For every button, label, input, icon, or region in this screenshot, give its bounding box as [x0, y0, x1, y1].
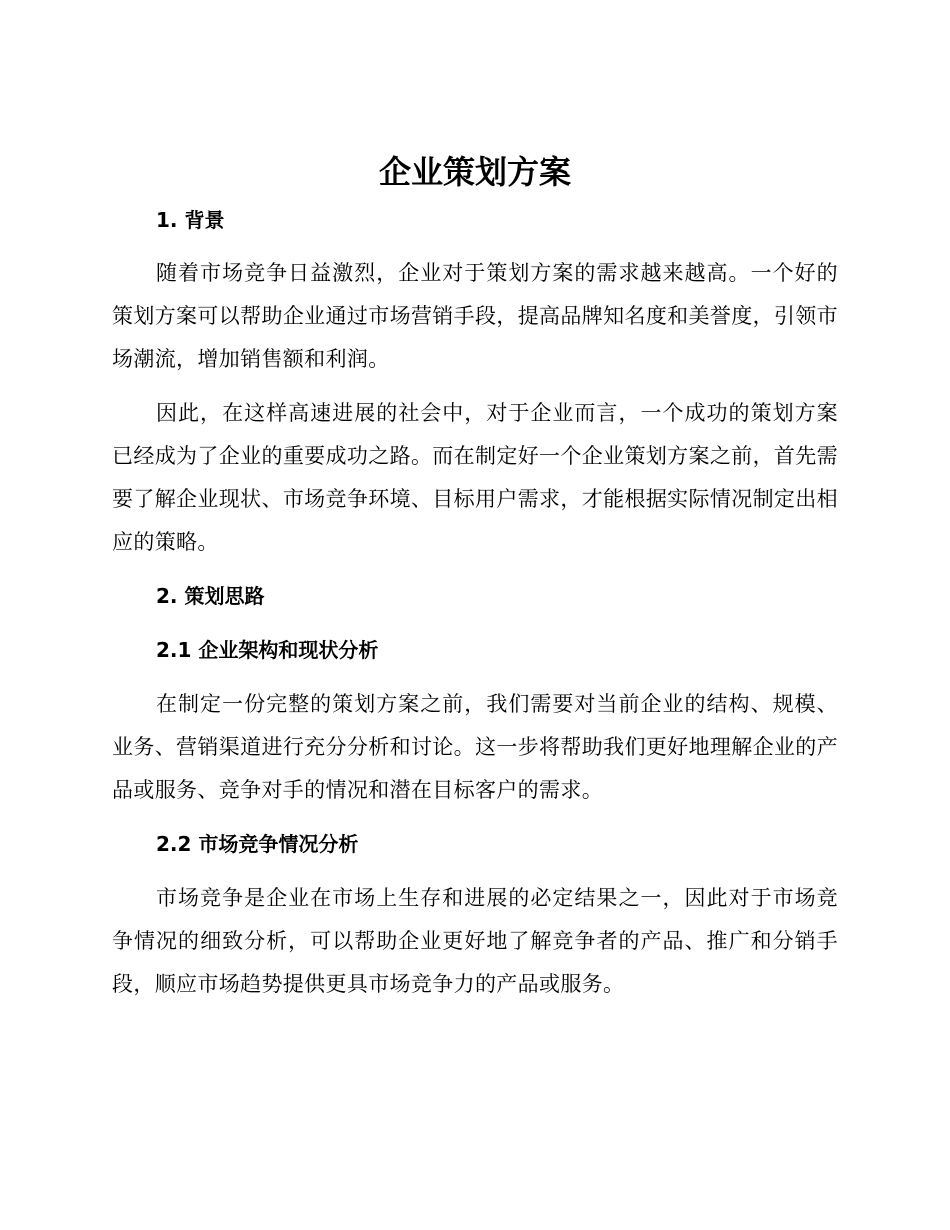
paragraph-background-1: 随着市场竞争日益激烈，企业对于策划方案的需求越来越高。一个好的策划方案可以帮助企业通过市场营销手段，提高品牌知名度和美誉度，引领市场潮流，增加销售额和利润。 [112, 261, 838, 371]
paragraph-structure-analysis: 在制定一份完整的策划方案之前，我们需要对当前企业的结构、规模、业务、营销渠道进行充分分析和讨论。这一步将帮助我们更好地理解企业的产品或服务、竞争对手的情况和潜在目标客户的需求。 [112, 692, 838, 802]
paragraph-background-2: 因此，在这样高速进展的社会中，对于企业而言，一个成功的策划方案已经成为了企业的重要成功之路。而在制定好一个企业策划方案之前，首先需要了解企业现状、市场竞争环境、目标用户需求，才能根据实际情况制定出相应的策略。 [112, 401, 838, 554]
paragraph-competition-analysis: 市场竞争是企业在市场上生存和进展的必定结果之一，因此对于市场竞争情况的细致分析，可以帮助企业更好地了解竞争者的产品、推广和分销手段，顺应市场趋势提供更具市场竞争力的产品或服务。 [112, 886, 838, 996]
section-heading-competition-analysis: 2.2 市场竞争情况分析 [156, 832, 359, 856]
section-heading-structure-analysis: 2.1 企业架构和现状分析 [156, 638, 379, 662]
section-heading-background: 1. 背景 [156, 208, 225, 232]
section-heading-planning-idea: 2. 策划思路 [156, 584, 265, 608]
document-title: 企业策划方案 [378, 153, 571, 191]
